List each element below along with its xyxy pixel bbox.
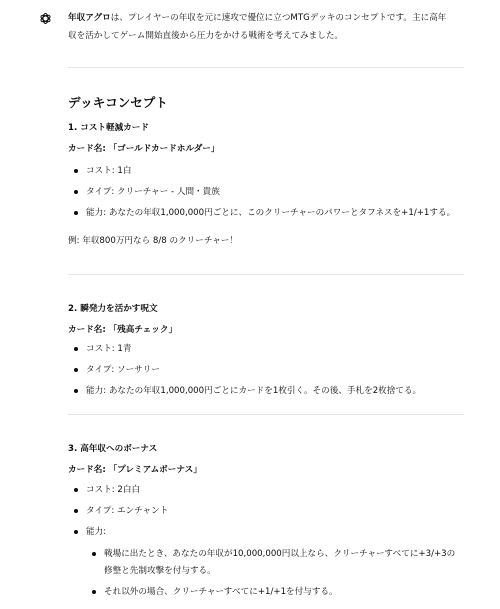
card-name: 「ゴールドカードホルダー」 <box>108 144 220 154</box>
intro-paragraph <box>68 9 446 45</box>
list-item: 能力: <box>68 525 464 539</box>
card-attributes <box>68 342 464 398</box>
card-attributes <box>68 164 464 220</box>
card-name-line <box>68 142 220 156</box>
bullet-icon <box>74 347 78 351</box>
bullet-icon <box>74 389 78 393</box>
card-name-line <box>68 463 202 477</box>
card-heading: 1. コスト軽減カード <box>68 123 149 133</box>
card-name-label: カード名: <box>68 325 106 335</box>
bullet-icon <box>74 509 78 513</box>
bullet-icon <box>74 211 78 215</box>
divider <box>68 67 464 68</box>
list-item: コスト: 1青 <box>68 342 464 356</box>
assistant-logo-icon <box>38 11 53 26</box>
list-item: 能力: あなたの年収1,000,000円ごとに、このクリーチャーのパワーとタフネスを+1/+1する。 <box>68 206 464 220</box>
intro-line2: 収を活かしてゲーム開始直後から圧力をかける戦術を考えてみました。 <box>68 31 344 41</box>
bullet-icon <box>74 488 78 492</box>
example-line <box>68 234 238 248</box>
list-item: コスト: 2白白 <box>68 483 464 497</box>
example-text: 年収800万円なら 8/8 のクリーチャー！ <box>82 236 238 246</box>
card-name-label: カード名: <box>68 144 106 154</box>
bullet-icon <box>92 552 96 556</box>
bullet-icon <box>74 190 78 194</box>
card-name-line <box>68 323 177 337</box>
list-item: 能力: あなたの年収1,000,000円ごとにカードを1枚引く。その後、手札を2枚捨てる。 <box>68 384 464 398</box>
list-item: コスト: 1白 <box>68 164 464 178</box>
card-attributes <box>68 483 464 539</box>
list-item: それ以外の場合、クリーチャーすべてに+1/+1を付与する。 <box>68 584 464 601</box>
divider <box>68 414 464 415</box>
card-heading: 3. 高年収へのボーナス <box>68 444 158 454</box>
bullet-icon <box>74 368 78 372</box>
bullet-icon <box>92 590 96 594</box>
bullet-icon <box>74 169 78 173</box>
card-name-label: カード名: <box>68 465 106 475</box>
list-item: タイプ: エンチャント <box>68 504 464 518</box>
section-title: デッキコンセプト <box>68 95 168 110</box>
intro-bold: 年収アグロ <box>68 13 111 23</box>
bullet-icon <box>74 530 78 534</box>
card-name: 「残高チェック」 <box>108 325 178 335</box>
divider <box>68 274 464 275</box>
list-item: タイプ: ソーサリー <box>68 363 464 377</box>
example-label: 例: <box>68 236 80 246</box>
card-name: 「プレミアムボーナス」 <box>108 465 202 475</box>
list-item: 戦場に出たとき、あなたの年収が10,000,000円以上なら、クリーチャーすべてに+3/+3の 修整と先制攻撃を付与する。 <box>68 546 464 580</box>
card-heading: 2. 瞬発力を活かす呪文 <box>68 304 158 314</box>
ability-details <box>68 546 464 601</box>
intro-line1: は、プレイヤーの年収を元に速攻で優位に立つMTGデッキのコンセプトです。主に高年 <box>110 13 447 23</box>
list-item: タイプ: クリーチャー - 人間・貴族 <box>68 185 464 199</box>
